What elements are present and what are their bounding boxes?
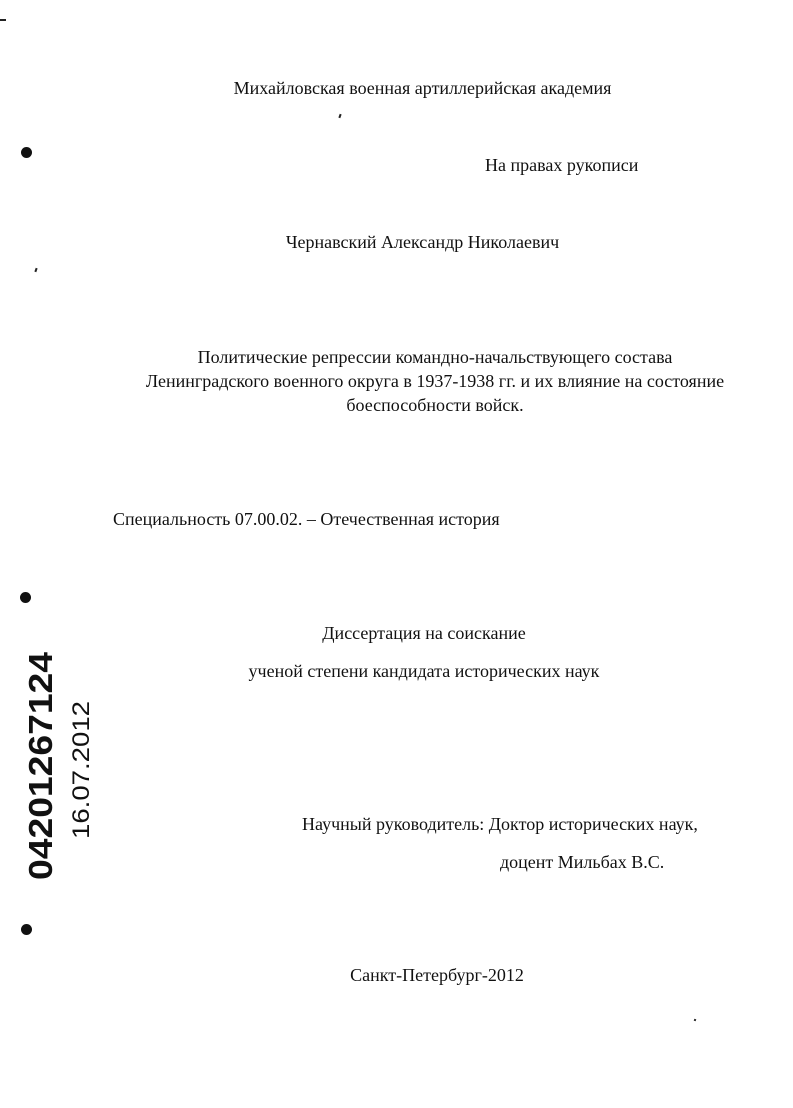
scan-speck [34, 268, 37, 272]
binding-hole-mark [20, 592, 31, 603]
scan-corner-mark [0, 19, 6, 21]
binding-hole-mark [21, 147, 32, 158]
degree-line-2: ученой степени кандидата исторических наук [248, 661, 600, 681]
institution-name: Михайловская военная артиллерийская академия [233, 78, 612, 98]
stamp-date: 16.07.2012 [68, 718, 95, 839]
degree-line-1: Диссертация на соискание [322, 623, 526, 643]
binding-hole-mark [21, 924, 32, 935]
title-line: Политические репрессии командно-начальствующего состава [197, 347, 673, 367]
library-stamp [16, 650, 116, 882]
manuscript-rights-note: На правах рукописи [485, 155, 639, 175]
author-name: Чернавский Александр Николаевич [285, 232, 560, 252]
stamp-number: 04201267124 [22, 678, 59, 880]
city-year: Санкт-Петербург-2012 [350, 965, 524, 985]
scan-speck [694, 1019, 697, 1022]
dissertation-title [0, 345, 793, 417]
scan-speck [338, 114, 341, 118]
title-line: Ленинградского военного округа в 1937-1938 гг. и их влияние на состояние [145, 371, 725, 391]
advisor-line-1: Научный руководитель: Доктор исторических наук, [302, 814, 698, 834]
specialty-line: Специальность 07.00.02. – Отечественная история [113, 509, 500, 529]
title-line: боеспособности войск. [346, 395, 524, 415]
advisor-line-2: доцент Мильбах В.С. [500, 852, 665, 872]
